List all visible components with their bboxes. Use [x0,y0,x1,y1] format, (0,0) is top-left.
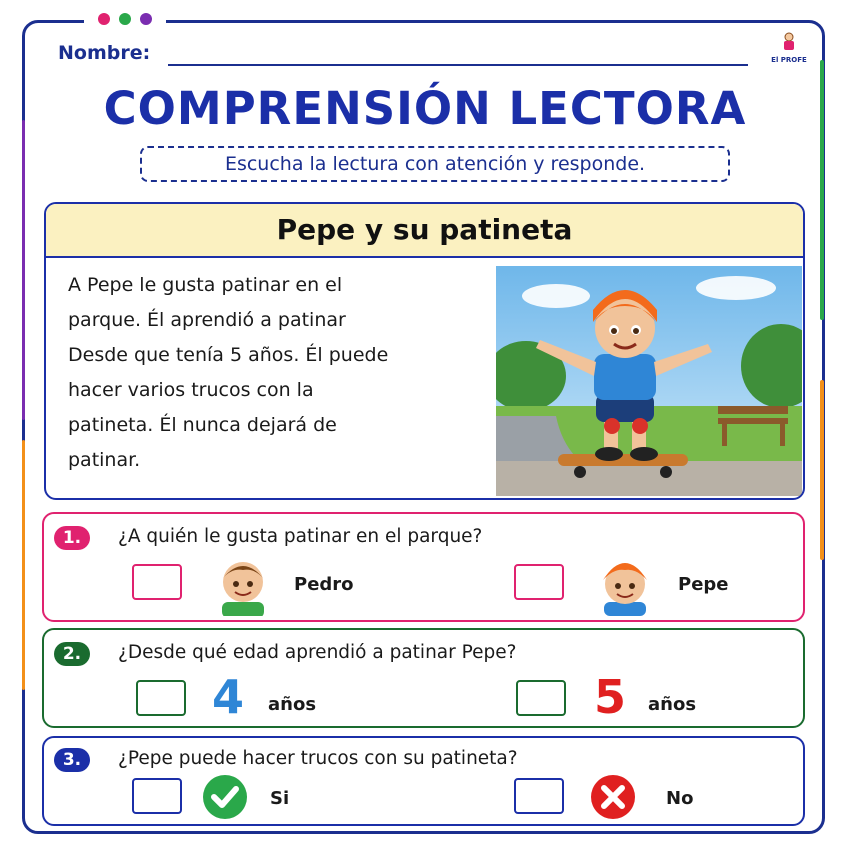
answer-label-years: años [268,694,317,715]
dot-pink [98,13,110,25]
question-1 [42,512,805,622]
answer-number-4: 4 [212,670,245,724]
answer-checkbox-no[interactable] [514,778,564,814]
answer-label-pedro: Pedro [294,574,354,595]
answer-label-no: No [666,788,694,809]
answer-checkbox-si[interactable] [132,778,182,814]
story-line: patineta. Él nunca dejará de [68,414,337,436]
answer-label-si: Si [270,788,290,809]
answer-checkbox-5[interactable] [516,680,566,716]
check-icon [202,774,248,820]
question-text: ¿Desde qué edad aprendió a patinar Pepe? [118,642,517,663]
question-text: ¿Pepe puede hacer trucos con su patineta? [118,748,518,769]
answer-number-5: 5 [594,670,627,724]
question-text: ¿A quién le gusta patinar en el parque? [118,526,483,547]
logo-text: El PROFE [771,56,807,64]
page-title: COMPRENSIÓN LECTORA [103,82,747,135]
decor-dots [84,8,166,30]
dot-green [119,13,131,25]
question-3 [42,736,805,826]
question-number: 2. [54,642,90,666]
answer-checkbox-4[interactable] [136,680,186,716]
story-line: patinar. [68,449,141,471]
story-line: parque. Él aprendió a patinar [68,309,346,331]
pepe-face-icon [592,550,658,616]
name-label: Nombre: [58,42,151,64]
dot-purple [140,13,152,25]
story-line: A Pepe le gusta patinar en el [68,274,343,296]
pedro-face-icon [210,554,276,616]
answer-label-pepe: Pepe [678,574,729,595]
cross-icon [590,774,636,820]
story-line: hacer varios trucos con la [68,379,314,401]
answer-label-years: años [648,694,697,715]
question-number: 3. [54,748,90,772]
logo-teacher-icon [782,32,796,50]
answer-checkbox-pedro[interactable] [132,564,182,600]
edge-orange-left [22,440,25,690]
instruction-box: Escucha la lectura con atención y responde. [140,146,730,182]
story-text [68,268,488,478]
story-line: Desde que tenía 5 años. Él puede [68,344,389,366]
story-title: Pepe y su patineta [46,204,803,258]
skateboarder-illustration [496,266,802,496]
logo [758,32,820,64]
answer-checkbox-pepe[interactable] [514,564,564,600]
edge-orange [820,380,824,560]
question-number: 1. [54,526,90,550]
name-line[interactable] [168,64,748,66]
question-2 [42,628,805,728]
story-card [44,202,805,500]
edge-purple [22,120,25,420]
